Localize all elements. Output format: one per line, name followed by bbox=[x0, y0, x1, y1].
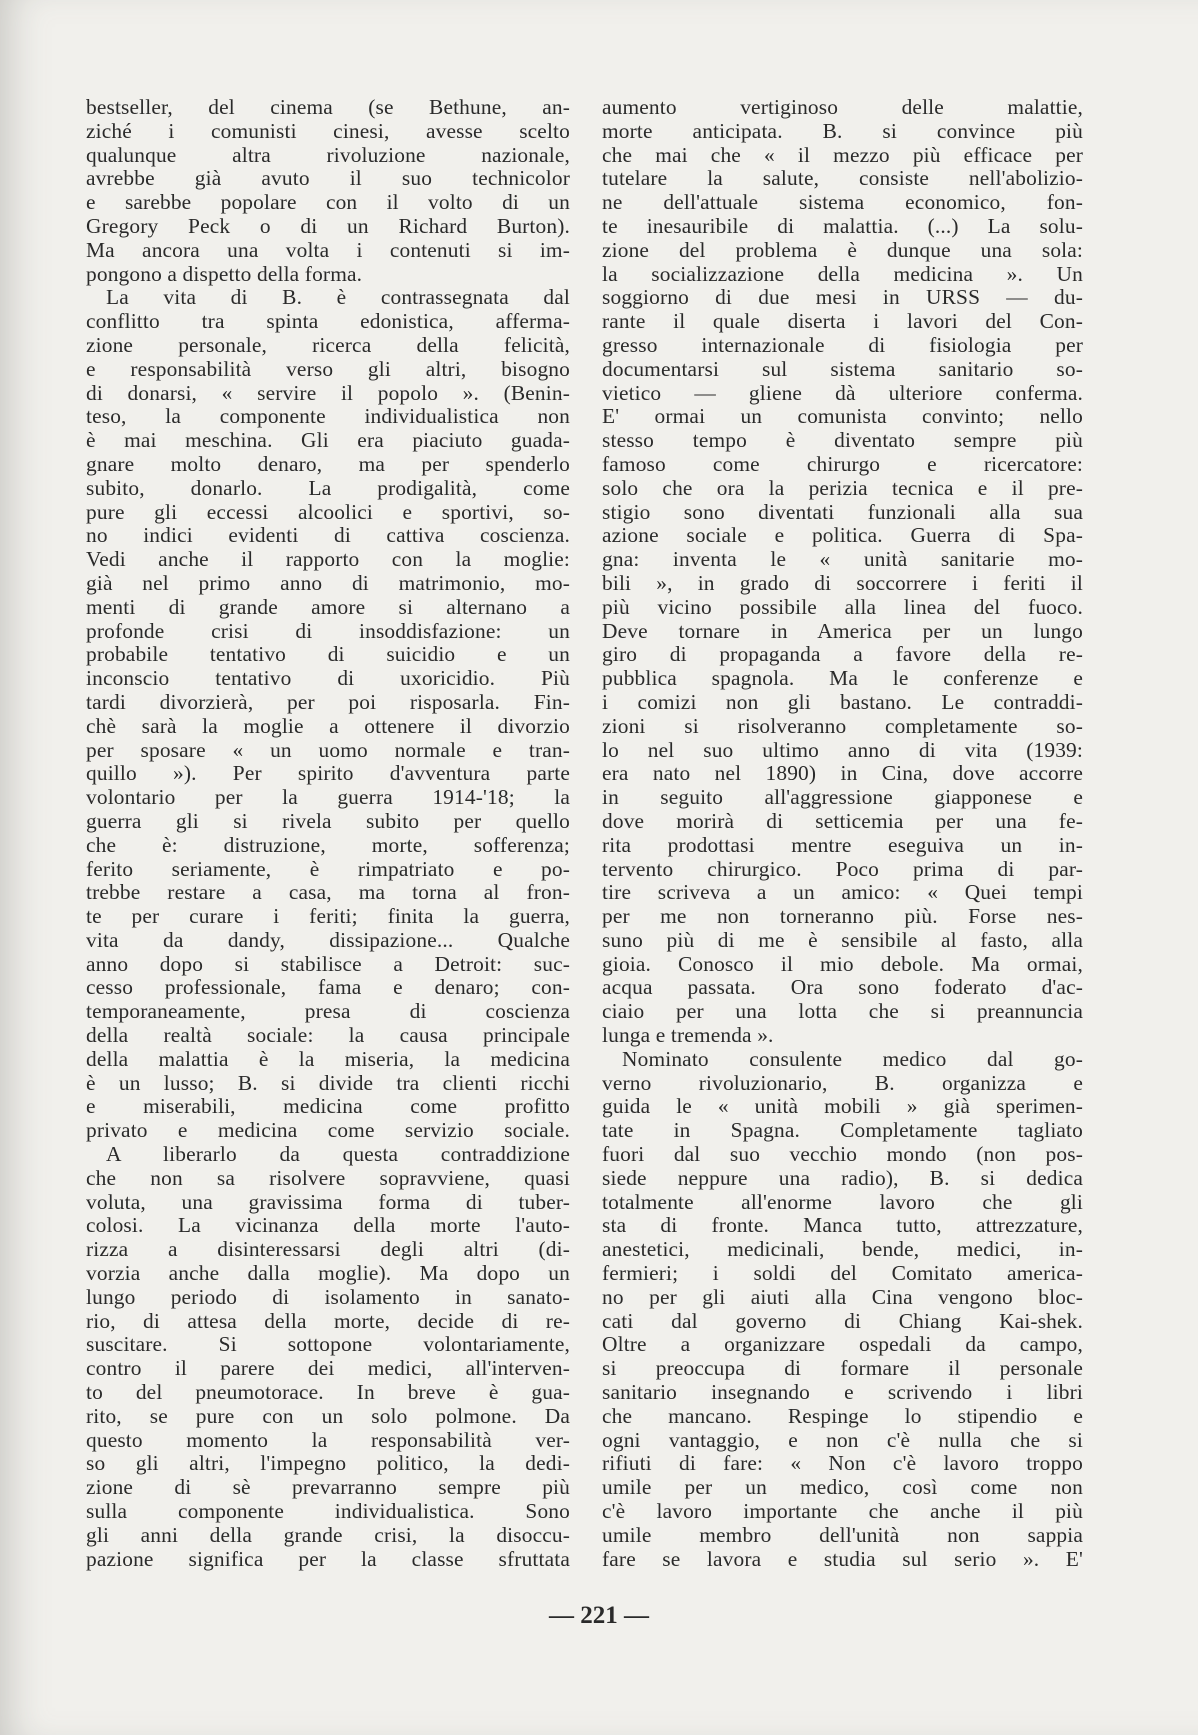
text-line: guerra gli si rivela subito per quello bbox=[86, 809, 570, 833]
text-line: Deve tornare in America per un lungo bbox=[602, 619, 1083, 643]
text-line: temporaneamente, presa di coscienza bbox=[86, 1000, 570, 1024]
text-line: subito, donarlo. La prodigalità, come bbox=[86, 476, 570, 500]
text-line: zioni si risolveranno completamente so- bbox=[602, 714, 1083, 738]
text-line: rita prodottasi mentre eseguiva un in- bbox=[602, 833, 1083, 857]
text-line: più vicino possibile alla linea del fuoco. bbox=[602, 595, 1083, 619]
text-line: menti di grande amore si alternano a bbox=[86, 595, 570, 619]
text-line: zione personale, ricerca della felicità, bbox=[86, 333, 570, 357]
text-line: bili », in grado di soccorrere i feriti il bbox=[602, 571, 1083, 595]
text-line: tutelare la salute, consiste nell'abolizio- bbox=[602, 167, 1083, 191]
text-line: cati dal governo di Chiang Kai-shek. bbox=[602, 1309, 1083, 1333]
text-line: fermieri; i soldi del Comitato america- bbox=[602, 1262, 1083, 1286]
text-line: rifiuti di fare: « Non c'è lavoro troppo bbox=[602, 1452, 1083, 1476]
text-line: pure gli eccessi alcoolici e sportivi, so- bbox=[86, 500, 570, 524]
text-line: pubblica spagnola. Ma le conferenze e bbox=[602, 667, 1083, 691]
text-line: tervento chirurgico. Poco prima di par- bbox=[602, 857, 1083, 881]
text-line: pongono a dispetto della forma. bbox=[86, 262, 363, 286]
text-line: la socializzazione della medicina ». Un bbox=[602, 262, 1083, 286]
text-line: sanitario insegnando e scrivendo i libri bbox=[602, 1381, 1083, 1405]
text-line: rante il quale diserta i lavori del Con- bbox=[602, 310, 1083, 334]
text-line: in seguito all'aggressione giapponese e bbox=[602, 786, 1083, 810]
text-line: che mancano. Respinge lo stipendio e bbox=[602, 1404, 1083, 1428]
text-line: lo nel suo ultimo anno di vita (1939: bbox=[602, 738, 1083, 762]
text-line: La vita di B. è contrassegnata dal bbox=[106, 286, 570, 310]
text-line: solo che ora la perizia tecnica e il pre- bbox=[602, 476, 1083, 500]
page-number: — 221 — bbox=[549, 1602, 649, 1629]
text-line: lunga e tremenda ». bbox=[602, 1024, 774, 1048]
text-line: documentarsi sul sistema sanitario so- bbox=[602, 357, 1083, 381]
text-line: ne dell'attuale sistema economico, fon- bbox=[602, 191, 1083, 215]
text-line: voluta, una gravissima forma di tuber- bbox=[86, 1190, 570, 1214]
text-line: stigio sono diventati funzionali alla sua bbox=[602, 500, 1083, 524]
text-line: soggiorno di due mesi in URSS — du- bbox=[602, 286, 1083, 310]
text-line: Vedi anche il rapporto con la moglie: bbox=[86, 548, 570, 572]
text-line: no per gli aiuti alla Cina vengono bloc- bbox=[602, 1285, 1083, 1309]
text-line: che è: distruzione, morte, sofferenza; bbox=[86, 833, 570, 857]
text-line: vita da dandy, dissipazione... Qualche bbox=[86, 928, 570, 952]
text-line: totalmente all'enorme lavoro che gli bbox=[602, 1190, 1083, 1214]
text-line: che mai che « il mezzo più efficace per bbox=[602, 143, 1083, 167]
text-line: gnare molto denaro, ma per spenderlo bbox=[86, 452, 570, 476]
text-line: teso, la componente individualistica non bbox=[86, 405, 570, 429]
text-line: to del pneumotorace. In breve è gua- bbox=[86, 1381, 570, 1405]
text-line: famoso come chirurgo e ricercatore: bbox=[602, 452, 1083, 476]
text-line: i comizi non gli bastano. Le contraddi- bbox=[602, 690, 1083, 714]
text-line: so gli altri, l'impegno politico, la dedi- bbox=[86, 1452, 570, 1476]
text-line: rito, se pure con un solo polmone. Da bbox=[86, 1404, 570, 1428]
text-line: chè sarà la moglie a ottenere il divorzio bbox=[86, 714, 570, 738]
text-line: della realtà sociale: la causa principale bbox=[86, 1024, 570, 1048]
text-line: no indici evidenti di cattiva coscienza. bbox=[86, 524, 570, 548]
text-line: anno dopo si stabilisce a Detroit: suc- bbox=[86, 952, 570, 976]
text-line: morte anticipata. B. si convince più bbox=[602, 119, 1083, 143]
text-line: giro di propaganda a favore della re- bbox=[602, 643, 1083, 667]
text-line: contro il parere dei medici, all'interven- bbox=[86, 1357, 570, 1381]
text-line: stesso tempo è diventato sempre più bbox=[602, 429, 1083, 453]
left-column bbox=[86, 96, 570, 1571]
text-line: ogni vantaggio, e non c'è nulla che si bbox=[602, 1428, 1083, 1452]
text-line: Gregory Peck o di un Richard Burton). bbox=[86, 214, 570, 238]
text-line: vietico — gliene dà ulteriore conferma. bbox=[602, 381, 1083, 405]
text-line: cesso professionale, fama e denaro; con- bbox=[86, 976, 570, 1000]
text-line: qualunque altra rivoluzione nazionale, bbox=[86, 143, 570, 167]
text-line: probabile tentativo di suicidio e un bbox=[86, 643, 570, 667]
text-line: inconscio tentativo di uxoricidio. Più bbox=[86, 667, 570, 691]
text-line: gna: inventa le « unità sanitarie mo- bbox=[602, 548, 1083, 572]
text-line: rizza a disinteressarsi degli altri (di- bbox=[86, 1238, 570, 1262]
text-line: tardi divorzierà, per poi risposarla. Fin- bbox=[86, 690, 570, 714]
text-line: te inesauribile di malattia. (...) La solu- bbox=[602, 214, 1083, 238]
text-line: Oltre a organizzare ospedali da campo, bbox=[602, 1333, 1083, 1357]
right-column bbox=[602, 96, 1083, 1571]
text-line: zione del problema è dunque una sola: bbox=[602, 238, 1083, 262]
text-line: ferito seriamente, è rimpatriato e po- bbox=[86, 857, 570, 881]
text-line: ciaio per una lotta che si preannuncia bbox=[602, 1000, 1083, 1024]
text-line: aumento vertiginoso delle malattie, bbox=[602, 96, 1083, 119]
text-line: e sarebbe popolare con il volto di un bbox=[86, 191, 570, 215]
text-line: rio, di attesa della morte, decide di re- bbox=[86, 1309, 570, 1333]
text-line: siede neppure una radio), B. si dedica bbox=[602, 1166, 1083, 1190]
text-line: e responsabilità verso gli altri, bisogno bbox=[86, 357, 570, 381]
text-line: gioia. Conosco il mio debole. Ma ormai, bbox=[602, 952, 1083, 976]
text-line: suno più di me è sensibile al fasto, alla bbox=[602, 928, 1083, 952]
text-line: tate in Spagna. Completamente tagliato bbox=[602, 1119, 1083, 1143]
text-line: ziché i comunisti cinesi, avesse scelto bbox=[86, 119, 570, 143]
text-line: gresso internazionale di fisiologia per bbox=[602, 333, 1083, 357]
text-line: guida le « unità mobili » già sperimen- bbox=[602, 1095, 1083, 1119]
text-line: A liberarlo da questa contraddizione bbox=[106, 1143, 570, 1167]
text-line: è mai meschina. Gli era piaciuto guada- bbox=[86, 429, 570, 453]
text-line: te per curare i feriti; finita la guerra, bbox=[86, 905, 570, 929]
text-line: gli anni della grande crisi, la disoccu- bbox=[86, 1523, 570, 1547]
text-line: per me non torneranno più. Forse nes- bbox=[602, 905, 1083, 929]
text-line: volontario per la guerra 1914-'18; la bbox=[86, 786, 570, 810]
text-line: zione di sè prevarranno sempre più bbox=[86, 1476, 570, 1500]
text-line: Ma ancora una volta i contenuti si im- bbox=[86, 238, 570, 262]
text-line: Nominato consulente medico dal go- bbox=[622, 1047, 1083, 1071]
text-line: bestseller, del cinema (se Bethune, an- bbox=[86, 96, 570, 119]
text-line: avrebbe già avuto il suo technicolor bbox=[86, 167, 570, 191]
text-line: di donarsi, « servire il popolo ». (Benin- bbox=[86, 381, 570, 405]
text-line: si preoccupa di formare il personale bbox=[602, 1357, 1083, 1381]
text-line: sta di fronte. Manca tutto, attrezzature, bbox=[602, 1214, 1083, 1238]
text-line: c'è lavoro importante che anche il più bbox=[602, 1500, 1083, 1524]
text-line: acqua passata. Ora sono foderato d'ac- bbox=[602, 976, 1083, 1000]
text-line: già nel primo anno di matrimonio, mo- bbox=[86, 571, 570, 595]
text-line: verno rivoluzionario, B. organizza e bbox=[602, 1071, 1083, 1095]
text-line: pazione significa per la classe sfruttata bbox=[86, 1547, 570, 1571]
text-line: E' ormai un comunista convinto; nello bbox=[602, 405, 1083, 429]
text-line: dove morirà di setticemia per una fe- bbox=[602, 809, 1083, 833]
text-line: è un lusso; B. si divide tra clienti ricchi bbox=[86, 1071, 570, 1095]
text-line: era nato nel 1890) in Cina, dove accorre bbox=[602, 762, 1083, 786]
text-line: profonde crisi di insoddisfazione: un bbox=[86, 619, 570, 643]
text-line: fuori dal suo vecchio mondo (non pos- bbox=[602, 1143, 1083, 1167]
text-line: umile per un medico, così come non bbox=[602, 1476, 1083, 1500]
text-line: azione sociale e politica. Guerra di Spa- bbox=[602, 524, 1083, 548]
text-line: della malattia è la miseria, la medicina bbox=[86, 1047, 570, 1071]
text-line: colosi. La vicinanza della morte l'auto- bbox=[86, 1214, 570, 1238]
text-line: trebbe restare a casa, ma torna al fron- bbox=[86, 881, 570, 905]
text-line: quillo »). Per spirito d'avventura parte bbox=[86, 762, 570, 786]
text-line: questo momento la responsabilità ver- bbox=[86, 1428, 570, 1452]
text-line: per sposare « un uomo normale e tran- bbox=[86, 738, 570, 762]
text-line: tire scriveva a un amico: « Quei tempi bbox=[602, 881, 1083, 905]
text-line: e miserabili, medicina come profitto bbox=[86, 1095, 570, 1119]
text-line: umile membro dell'unità non sappia bbox=[602, 1523, 1083, 1547]
text-line: che non sa risolvere sopravviene, quasi bbox=[86, 1166, 570, 1190]
text-line: vorzia anche dalla moglie). Ma dopo un bbox=[86, 1262, 570, 1286]
text-line: conflitto tra spinta edonistica, afferma- bbox=[86, 310, 570, 334]
text-line: suscitare. Si sottopone volontariamente, bbox=[86, 1333, 570, 1357]
text-line: anestetici, medicinali, bende, medici, in- bbox=[602, 1238, 1083, 1262]
text-line: fare se lavora e studia sul serio ». E' bbox=[602, 1547, 1083, 1571]
text-line: lungo periodo di isolamento in sanato- bbox=[86, 1285, 570, 1309]
text-line: sulla componente individualistica. Sono bbox=[86, 1500, 570, 1524]
text-line: privato e medicina come servizio sociale. bbox=[86, 1119, 570, 1143]
